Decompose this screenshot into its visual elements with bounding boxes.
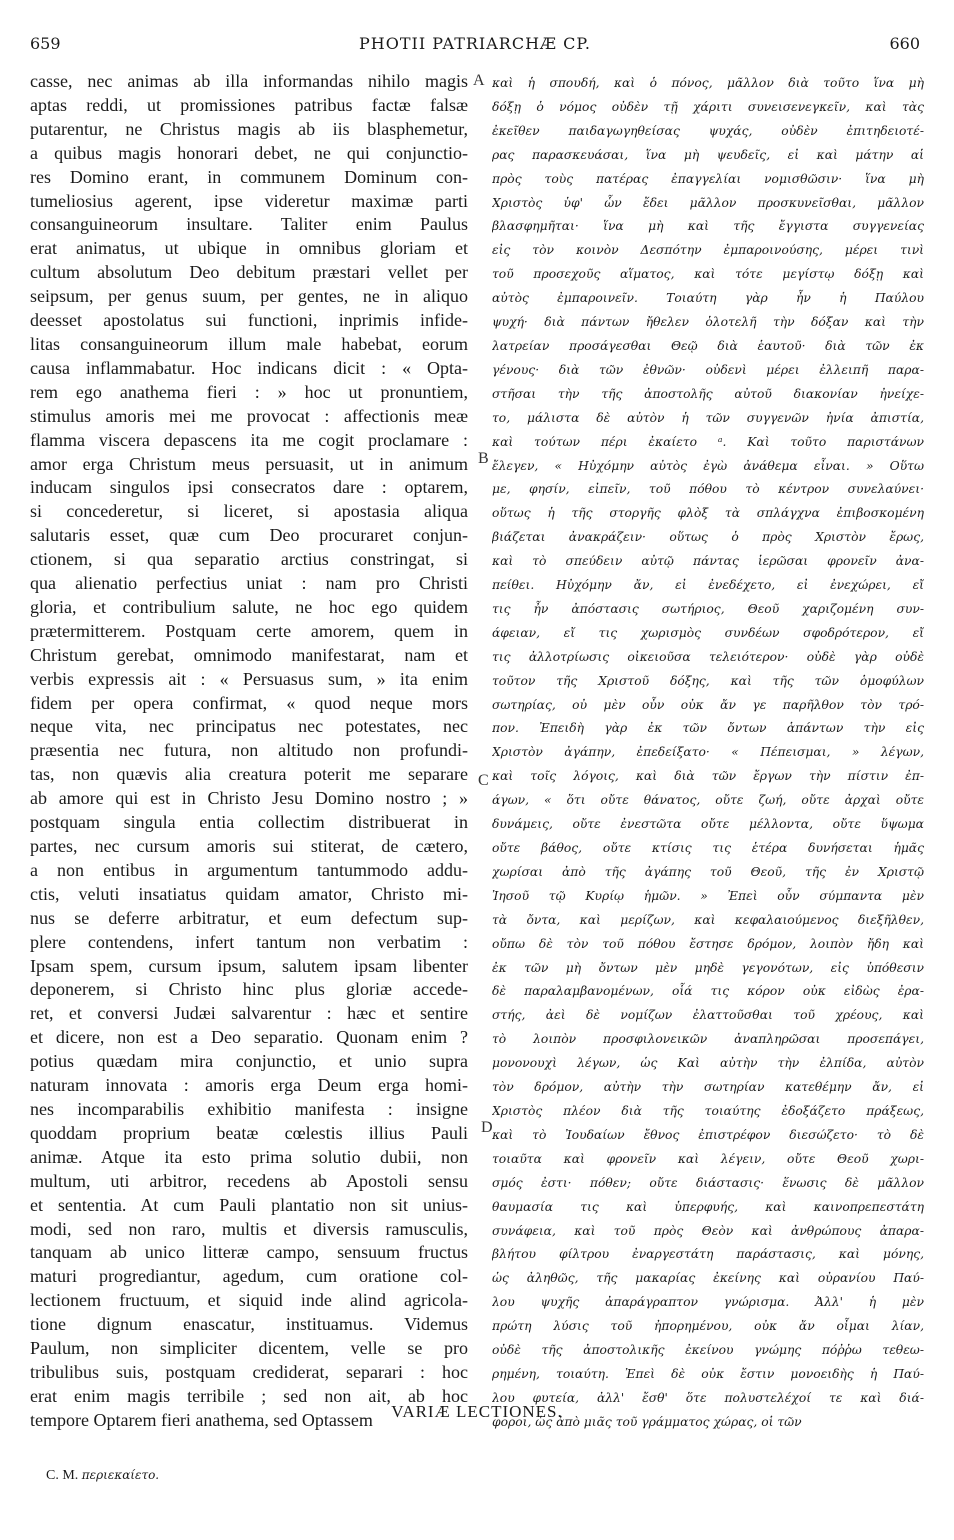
greek-text-line: τὸ λοιπὸν προσφιλονεικῶν ἀναπληρῶσαι προσεπάγει, bbox=[492, 1032, 924, 1047]
latin-text-line: erat animatus, ut ubique in omnibus gloriam et bbox=[30, 238, 468, 259]
latin-text-line: prætermitterem. Postquam certe amorem, quem in bbox=[30, 620, 468, 641]
latin-text-line: postquam singula entia collectim distribuerat in bbox=[30, 812, 468, 833]
greek-text-line: εἰς τὸν κοινὸν Δεσπότην ἐμπαροινούσης, μέρει τινὶ bbox=[492, 243, 924, 258]
greek-text-line: με, φησίν, εἰπεῖν, τοῦ πόθου τὸ κέντρον συνελαύνει· bbox=[492, 482, 924, 497]
greek-text-line: οὕτως ἡ τῆς στοργῆς φλὸξ τὰ σπλάγχνα ἐπιβοσκομένη bbox=[492, 506, 924, 521]
latin-text-line: a quibus magis honorari debet, ne qui conjunctio- bbox=[30, 142, 468, 163]
greek-text-line: ρημένη, τοιαύτη. Ἐπεὶ δὲ οὐκ ἔστιν μονοειδὴς ἡ Παύ- bbox=[492, 1366, 924, 1381]
greek-text-line: πρώτη λύσις τοῦ ἠπορημένου, οὐκ ἄν οἶμαι λίαν, bbox=[492, 1319, 924, 1334]
greek-text-line: τοιαῦτα καὶ φρονεῖν καὶ λέγειν, οὔτε Θεοῦ χωρι- bbox=[492, 1151, 924, 1166]
greek-text-line: τὸν δρόμον, αὐτὴν τὴν σωτηρίαν κατεθέμην ἄν, εἰ bbox=[492, 1080, 924, 1095]
latin-text-line: litas consanguineorum illum male habebat, eorum bbox=[30, 333, 468, 354]
greek-text-line: οὐδὲ τῆς ἀποστολικῆς ἐκείνου γνώμης πόῤῥω τεθεω- bbox=[492, 1343, 924, 1358]
running-title: PHOTII PATRIARCHÆ CP. bbox=[359, 34, 591, 53]
latin-text-line: flamma viscera depascens ita me cogit proclamare : bbox=[30, 429, 468, 450]
latin-text-line: tempore Optarem fieri anathema, sed Optassem bbox=[30, 1409, 373, 1430]
latin-text-line: et sententia. At cum Pauli plantatio non sit unius- bbox=[30, 1194, 468, 1215]
section-marker-b: B bbox=[478, 450, 489, 467]
greek-text-line: τὰ ὄντα, καὶ μερίζων, καὶ κεφαλαιούμενος διεξῆλθεν, bbox=[492, 912, 924, 927]
latin-text-line: inducam singulos ipsi consecratos dare : optarem, bbox=[30, 477, 468, 498]
latin-text-line: si concederetur, si liceret, si apostasia aliqua bbox=[30, 501, 468, 522]
footnote bbox=[46, 1468, 159, 1484]
latin-text-line: neque vita, nec principatus nec potestates, nec bbox=[30, 716, 468, 737]
greek-text-line: ἐκεῖθεν παιδαγωγηθείσας ψυχάς, οὐδὲν ἐπιτηδειοτέ- bbox=[492, 123, 924, 138]
latin-text-line: et dicere, non est a Deo separatio. Quonam enim ? bbox=[30, 1027, 468, 1048]
greek-text-line: πον. Ἐπειδὴ γὰρ ἐκ τῶν ὄντων ἁπάντων τὴν εἰς bbox=[492, 721, 924, 736]
greek-text-line: χωρίσαι ἀπὸ τῆς ἀγάπης τοῦ Θεοῦ, τῆς ἐν Χριστῷ bbox=[492, 864, 924, 879]
greek-text-line: ρας παρασκευάσαι, ἵνα μὴ ψευδεῖς, εἰ καὶ μάτην αἱ bbox=[492, 147, 924, 162]
greek-text-line: το, μάλιστα δὲ αὐτὸν ἡ τῶν συγγενῶν ἠνία ἀπιστία, bbox=[492, 410, 924, 425]
greek-column bbox=[492, 72, 924, 1435]
greek-text-line: στῆσαι τὴν τῆς ἀποστολῆς αὐτοῦ διακονίαν ἠνείχε- bbox=[492, 386, 924, 401]
greek-text-line: βιάζεται ἀνακράζειν· οὕτως ὁ πρὸς Χριστὸν ἔρως, bbox=[492, 530, 924, 545]
latin-text-line: ret, et conversi Judæi salvarentur : hæc et sentire bbox=[30, 1003, 468, 1024]
greek-text-line: καὶ τὸ Ἰουδαίων ἔθνος ἐπιστρέφον διεσώζετο· τὸ δὲ bbox=[492, 1127, 924, 1142]
latin-text-line: naturam innovata : amoris erga Deum erga homi- bbox=[30, 1075, 468, 1096]
latin-text-line: Ipsam spem, cursum ipsum, salutem ipsam libenter bbox=[30, 955, 468, 976]
greek-text-line: Χριστὸς ὑφ' ὧν ἔδει μᾶλλον προσκυνεῖσθαι, μᾶλλον bbox=[492, 195, 924, 210]
latin-text-line: præsentia nec futura, non altitudo non profundi- bbox=[30, 740, 468, 761]
latin-text-line: modi, sed non raro, multis et diversis ramusculis, bbox=[30, 1218, 468, 1239]
latin-text-line: putarentur, ne Christus magis ab iis blasphemetur, bbox=[30, 118, 468, 139]
greek-text-line: σωτηρίας, οὐ μὲν οὖν οὐκ ἄν γε παρῆλθον τὸν τρό- bbox=[492, 697, 924, 712]
greek-text-line: ἔλεγεν, « Ηὐχόμην αὐτὸς ἐγὼ ἀνάθεμα εἶναι. » Οὕτω bbox=[492, 458, 924, 473]
greek-text-line: φοροι, ὡς ἀπὸ μιᾶς τοῦ γράμματος χώρας, οἱ τῶν bbox=[492, 1414, 802, 1429]
greek-text-line: Χριστὸν ἀγάπην, ἐπεδείξατο· « Πέπεισμαι, » λέγων, bbox=[492, 745, 924, 760]
greek-text-line: δυνάμεις, οὔτε ἐνεστῶτα οὔτε μέλλοντα, οὔτε ὕψωμα bbox=[492, 817, 924, 832]
footnote-siglum: C. M. bbox=[46, 1468, 79, 1483]
greek-text-line: δόξῃ ὁ νόμος οὐδὲν τῇ χάριτι συνεισενεγκεῖν, καὶ τὰς bbox=[492, 99, 924, 114]
greek-text-line: καὶ τούτων πέρι ἐκαίετο ᵃ. Καὶ τοῦτο παριστάνων bbox=[492, 434, 924, 449]
latin-text-line: nus se deferre arbitratur, et eum defectum sup- bbox=[30, 907, 468, 928]
variae-lectiones-heading: VARIÆ LECTIONES. bbox=[391, 1402, 563, 1421]
latin-text-line: rem ego anathema fieri : » hoc ut pronuntiem, bbox=[30, 381, 468, 402]
latin-text-line: amor erga Christum meus persuasit, ut in animum bbox=[30, 453, 468, 474]
greek-text-line: τις ἀλλοτρίωσις οἰκειοῦσα τελειότερον· οὐδὲ γὰρ οὐδὲ bbox=[492, 649, 924, 664]
latin-column bbox=[30, 70, 468, 1433]
latin-text-line: quoddam proprium beatæ cœlestis illius Pauli bbox=[30, 1122, 468, 1143]
latin-text-line: potius quædam mira conjunctio, et unio supra bbox=[30, 1051, 468, 1072]
latin-text-line: animæ. Atque ita esto prima solutio dubii, non bbox=[30, 1146, 468, 1167]
greek-text-line: καὶ ἡ σπουδή, καὶ ὁ πόνος, μᾶλλον διὰ τοῦτο ἵνα μὴ bbox=[492, 76, 924, 90]
latin-text-line: aptas reddi, ut promissiones patribus factæ falsæ bbox=[30, 94, 468, 115]
latin-text-line: ctis, veluti insatiatus quidam amator, Christo mi- bbox=[30, 883, 468, 904]
greek-text-line: καὶ τὸ σπεύδειν αὐτῷ πάντας ἱερῶσαι φρονεῖν ἀνα- bbox=[492, 554, 924, 569]
latin-text-line: tumeliosius agerent, ipse videretur maximæ parti bbox=[30, 190, 468, 211]
greek-text-line: συνάφεια, καὶ τοῦ πρὸς Θεὸν καὶ ἀνθρώπους ἀπαρα- bbox=[492, 1223, 924, 1238]
footnote-text: περιεκαίετο. bbox=[81, 1468, 160, 1482]
left-page-number: 659 bbox=[30, 34, 61, 53]
latin-text-line: ctionem, si qua separatio arctius constringat, si bbox=[30, 549, 468, 570]
greek-text-line: μονονουχὶ λέγων, ὡς Καὶ αὐτὴν τὴν ἐλπίδα, αὐτὸν bbox=[492, 1056, 924, 1071]
latin-text-line: ab amore qui est in Christo Jesu Domino nostro ; » bbox=[30, 788, 468, 809]
latin-text-line: multum, uti arbitror, recedens ab Apostoli sensu bbox=[30, 1170, 468, 1191]
latin-text-line: qua alienatio perfectius uniat : nam pro Christi bbox=[30, 573, 468, 594]
greek-text-line: οὔτε βάθος, οὔτε κτίσις τις ἑτέρα δυνήσεται ἡμᾶς bbox=[492, 841, 924, 855]
page-header bbox=[30, 34, 920, 58]
latin-text-line: stimulus amoris mei me provocat : affectionis meæ bbox=[30, 405, 468, 426]
latin-text-line: tanquam ab unico litteræ campo, sensuum fructus bbox=[30, 1242, 468, 1263]
latin-text-line: maturi progrediantur, agedum, cum oratione col- bbox=[30, 1266, 468, 1287]
latin-text-line: res Domino erant, in communem Dominum con- bbox=[30, 166, 468, 187]
section-marker-d: D bbox=[481, 1119, 493, 1136]
greek-text-line: Ἰησοῦ τῷ Κυρίῳ ἡμῶν. » Ἐπεὶ οὖν σύμπαντα μὲν bbox=[492, 888, 924, 903]
greek-text-line: τοῦτον τῆς Χριστοῦ δόξης, καὶ τῆς τῶν ὁμοφύλων bbox=[492, 673, 924, 688]
latin-text-line: Paulum, non simpliciter dicentem, velle se pro bbox=[30, 1338, 468, 1359]
section-marker-c: C bbox=[478, 772, 489, 789]
greek-text-line: ψυχή· διὰ πάντων ἤθελεν ὁλοτελῆ τὴν δόξαν καὶ τὴν bbox=[492, 315, 924, 330]
latin-text-line: plere contendens, infert tantum non verbatim : bbox=[30, 931, 468, 952]
greek-text-line: πείθει. Ηὐχόμην ἄν, εἰ ἐνεδέχετο, εἰ ἐνεχώρει, εἴ bbox=[492, 578, 924, 593]
latin-text-line: gloria, et contribulium salute, ne hoc ego quidem bbox=[30, 596, 468, 617]
greek-text-line: ἐκ τῶν μὴ ὄντων μὲν μηδὲ γεγονότων, εἰς ὑπόθεσιν bbox=[492, 960, 924, 975]
greek-text-line: Χριστὸς πλέον διὰ τῆς τοιαύτης ἐδοξάζετο πράξεως, bbox=[492, 1103, 924, 1118]
latin-text-line: cultum absolutum Deo debitum præstari vellet per bbox=[30, 262, 468, 283]
latin-text-line: deponerem, si Christo hinc plus gloriæ accede- bbox=[30, 979, 468, 1000]
greek-text-line: στής, ἀεὶ δὲ νομίζων ἐλαττοῦσθαι τοῦ χρέους, καὶ bbox=[492, 1008, 924, 1023]
latin-text-line: nes incomparabilis exhibitio manifesta : insigne bbox=[30, 1098, 468, 1119]
greek-text-line: βλασφημῆται· ἵνα μὴ καὶ τῆς ἔγγιστα συγγενείας bbox=[492, 219, 924, 234]
greek-text-line: λατρείαν προσάγεσθαι Θεῷ διὰ ἑαυτοῦ· διὰ τῶν ἐκ bbox=[492, 338, 924, 353]
latin-text-line: a non entibus in argumentum tantummodo addu- bbox=[30, 859, 468, 880]
latin-text-line: fidem per opera confirmat, « quod neque mors bbox=[30, 692, 468, 713]
greek-text-line: πρὸς τοὺς πατέρας ἐπαγγελίαι νομισθῶσιν· ἵνα μὴ bbox=[492, 171, 924, 186]
greek-text-line: άγων, « ὅτι οὔτε θάνατος, οὔτε ζωή, οὔτε ἀρχαὶ οὔτε bbox=[492, 793, 924, 808]
latin-text-line: tione dignum enascatur, instituamus. Videmus bbox=[30, 1314, 468, 1335]
greek-text-line: δὲ παραλαμβανομένων, οἷά τις κόρον οὐκ εἰδὼς ἐρα- bbox=[492, 984, 924, 999]
latin-text-line: causa inflammabatur. Hoc indicans dicit : « Opta- bbox=[30, 357, 468, 378]
greek-text-line: ὡς ἀληθῶς, τῆς μακαρίας ἐκείνης καὶ οὐρανίου Παύ- bbox=[492, 1271, 924, 1286]
latin-text-line: verbis expressis ait : « Persuasus sum, » ita enim bbox=[30, 668, 468, 689]
latin-text-line: lectionem fructuum, et siquid inde alind agricola- bbox=[30, 1290, 468, 1311]
greek-text-line: καὶ τοῖς λόγοις, καὶ διὰ τῶν ἔργων τὴν πίστιν ἐπ- bbox=[492, 769, 924, 784]
latin-text-line: partes, nec cursum amoris sui stiterat, de cætero, bbox=[30, 836, 468, 856]
latin-text-line: tribulibus suis, postquam crediderat, separari : hoc bbox=[30, 1361, 468, 1382]
latin-text-line: consanguineorum insultare. Taliter enim Paulus bbox=[30, 214, 468, 235]
greek-text-line: τοῦ προσεχοῦς αἵματος, καὶ τότε μεγίστῳ δόξῃ καὶ bbox=[492, 267, 924, 282]
greek-text-line: σμός ἐστι· πόθεν; οὔτε διάστασις· ἕνωσις δὲ μᾶλλον bbox=[492, 1175, 924, 1190]
greek-text-line: λου φυτεία, ἀλλ' ἔσθ' ὅτε πολυστελέχοί τε καὶ διά- bbox=[492, 1390, 924, 1405]
section-marker-a: A bbox=[473, 72, 485, 89]
latin-text-line: salutaris esset, quæ cum Deo procuraret conjun- bbox=[30, 525, 468, 546]
latin-text-line: deesset apostolatus sui functioni, inprimis infide- bbox=[30, 310, 468, 331]
latin-text-line: casse, nec animas ab illa informandas nihilo magis bbox=[30, 71, 468, 91]
greek-text-line: λου ψυχῆς ἀπαράγραπτον γνώρισμα. Ἀλλ' ἡ μὲν bbox=[492, 1295, 924, 1310]
latin-text-line: tas, non quævis alia creatura poterit me separare bbox=[30, 764, 468, 785]
greek-text-line: γένους· διὰ τῶν ἐθνῶν· οὐδενὶ μέρει ἐλλειπῆ παρα- bbox=[492, 362, 924, 377]
greek-text-line: οὔπω δὲ τὸν τοῦ πόθου ἔστησε δρόμον, λοιπὸν ἤδη καὶ bbox=[492, 936, 924, 951]
greek-text-line: βλήτου φίλτρου ἐναργεστάτη παράστασις, καὶ μόνης, bbox=[492, 1247, 924, 1262]
latin-text-line: Christum gerebat, omnimodo manifestarat, nam et bbox=[30, 644, 468, 665]
latin-text-line: erat enim magis terribile ; sed non ait, ab hoc bbox=[30, 1385, 468, 1406]
greek-text-line: τις ἦν ἀπόστασις σωτήριος, Θεοῦ χαριζομένη συν- bbox=[492, 601, 924, 616]
latin-text-line: seipsum, per genus suum, per gentes, ne in aliquo bbox=[30, 286, 468, 307]
right-page-number: 660 bbox=[889, 34, 920, 53]
greek-text-line: αὐτὸς ἐμπαροινεῖν. Τοιαύτη γὰρ ἦν ἡ Παύλου bbox=[492, 291, 924, 306]
greek-text-line: άφειαν, εἴ τις χωρισμὸς συνδέων σφοδρότερον, εἴ bbox=[492, 625, 924, 640]
greek-text-line: θαυμασία τις καὶ ὑπερφυής, καὶ καινοπρεπεστάτη bbox=[492, 1199, 924, 1214]
